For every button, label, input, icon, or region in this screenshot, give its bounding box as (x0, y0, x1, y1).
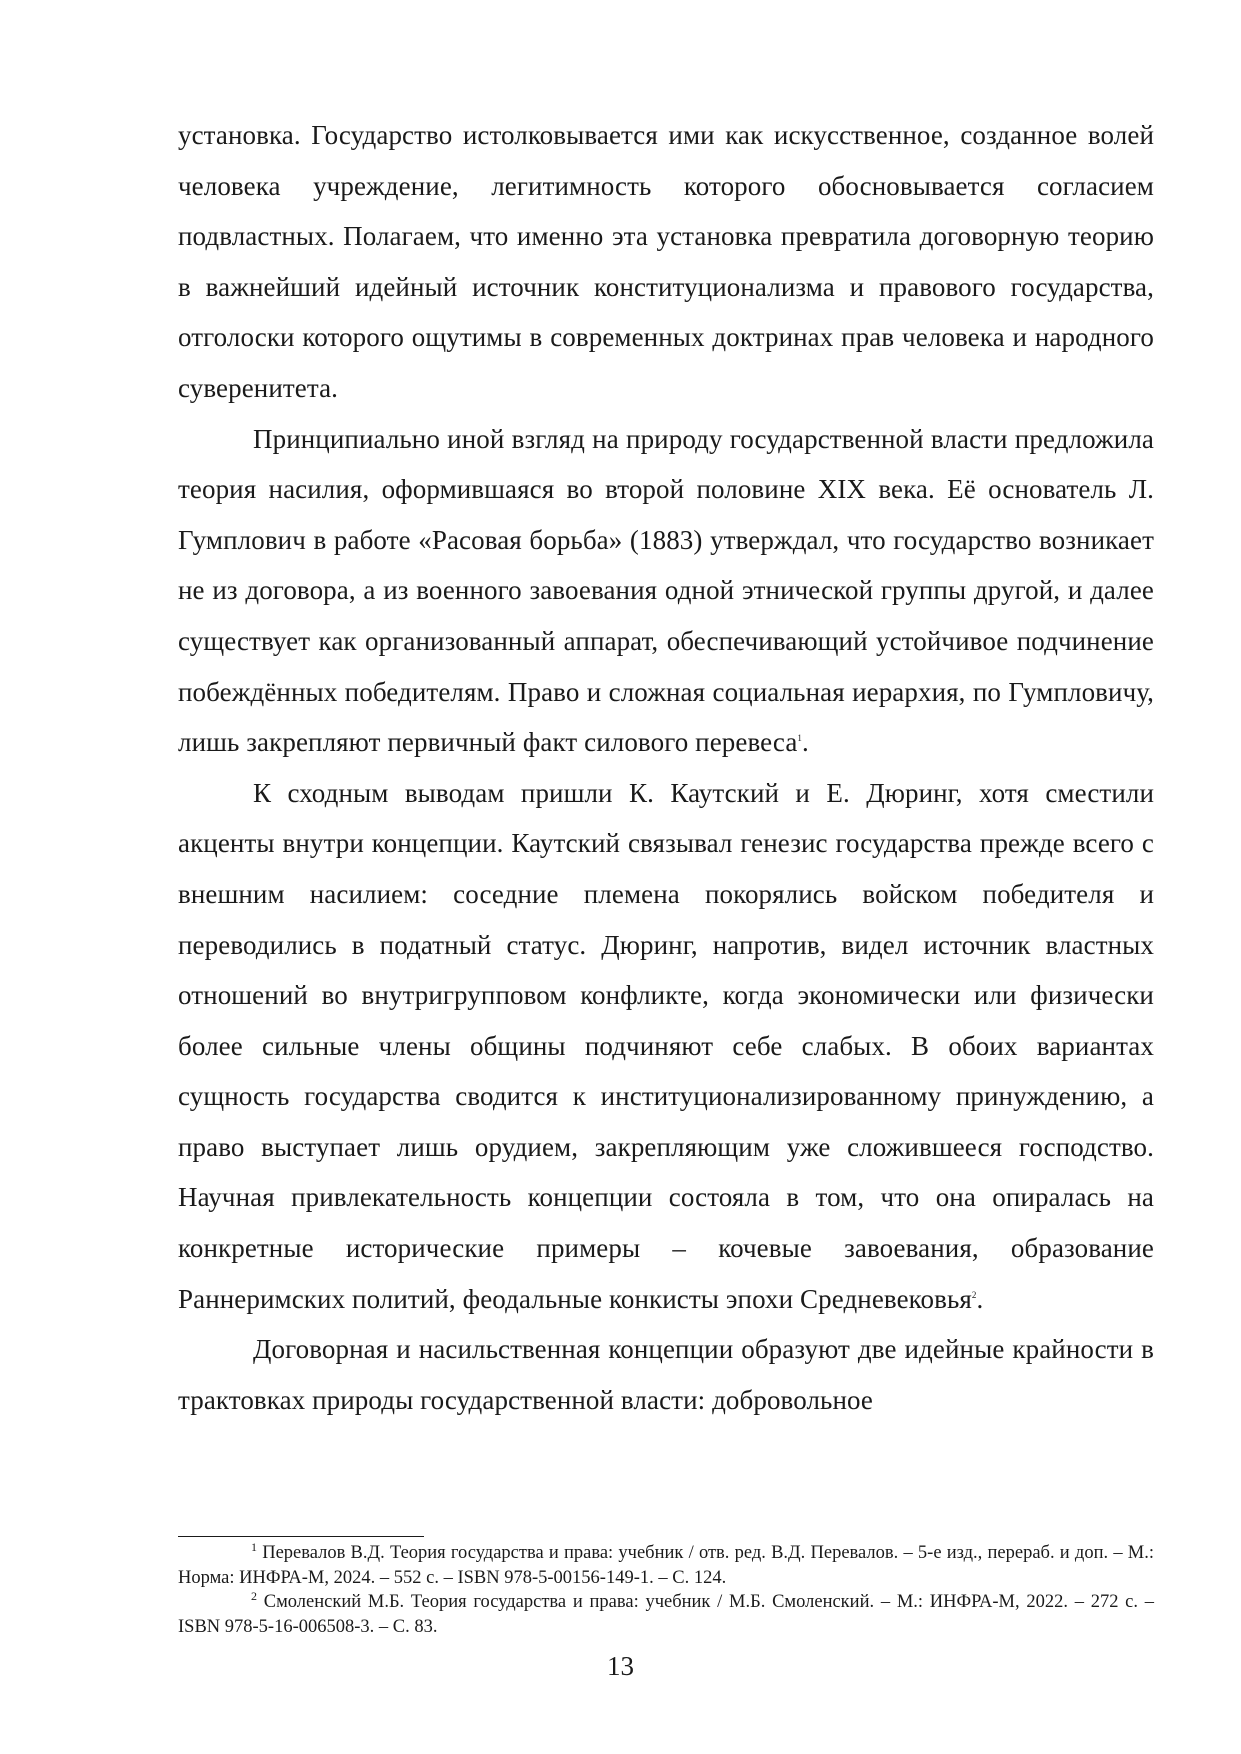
paragraph-3 (178, 768, 1154, 1325)
footnote-reference-2[interactable]: 2 (971, 1289, 977, 1300)
paragraph-3-tail: . (976, 1283, 984, 1314)
footnote-1-mark: 1 (251, 1539, 257, 1554)
paragraph-3-text: К сходным выводам пришли К. Каутский и Е. Дюринг, хотя сместили акценты внутри концепции. Каутский связывал генезис государства прежде всего с внешним насилием: соседние племена покорялись войском победителя и переводились в податный статус. Дюринг, напротив, видел источник властных отношений во внутригрупповом конфликте, когда экономически или физически более сильные члены общины подчиняют себе слабых. В обоих вариантах сущность государства сводится к институционализированному принуждению, а право выступает лишь орудием, закрепляющим уже сложившееся господство. Научная привлекательность концепции состояла в том, что она опиралась на конкретные исторические примеры – кочевые завоевания, образование Раннеримских политий, феодальные конкисты эпохи Средневековья (178, 777, 1154, 1314)
paragraph-1 (178, 110, 1154, 414)
footnote-separator (178, 1536, 424, 1537)
footnote-1 (178, 1541, 1154, 1590)
footnote-reference-1[interactable]: 1 (797, 733, 803, 744)
paragraph-4 (178, 1324, 1154, 1425)
paragraph-2 (178, 414, 1154, 768)
footnote-2-text: Смоленский М.Б. Теория государства и права: учебник / М.Б. Смоленский. – М.: ИНФРА-М, 2022. – 272 с. – ISBN 978-5-16-006508-3. – С. 83. (178, 1592, 1154, 1637)
footnote-2 (178, 1590, 1154, 1639)
paragraph-2-text: Принципиально иной взгляд на природу государственной власти предложила теория насилия, оформившаяся во второй половине XIX века. Её основатель Л. Гумплович в работе «Расовая борьба» (1883) утверждал, что государство возникает не из договора, а из военного завоевания одной этнической группы другой, и далее существует как организованный аппарат, обеспечивающий устойчивое подчинение побеждённых победителям. Право и сложная социальная иерархия, по Гумпловичу, лишь закрепляют первичный факт силового перевеса (178, 423, 1154, 758)
page-number: 13 (607, 1651, 634, 1681)
paragraph-2-tail: . (802, 727, 809, 758)
footnote-2-mark: 2 (251, 1588, 257, 1603)
footnote-1-text: Перевалов В.Д. Теория государства и права: учебник / отв. ред. В.Д. Перевалов. – 5-е изд., перераб. и доп. – М.: Норма: ИНФРА-М, 2024. – 552 с. – ISBN 978-5-00156-149-1. – С. 124. (178, 1543, 1154, 1588)
paragraph-1-text: установка. Государство истолковывается ими как искусственное, созданное волей человека учреждение, легитимность которого обосновывается согласием подвластных. Полагаем, что именно эта установка превратила договорную теорию в важнейший идейный источник конституционализма и правового государства, отголоски которого ощутимы в современных доктринах прав человека и народного суверенитета. (178, 120, 1154, 403)
paragraph-4-text: Договорная и насильственная концепции образуют две идейные крайности в трактовках природы государственной власти: добровольное (178, 1334, 1154, 1415)
page-body (178, 110, 1154, 1425)
footnotes-section (178, 1541, 1154, 1639)
